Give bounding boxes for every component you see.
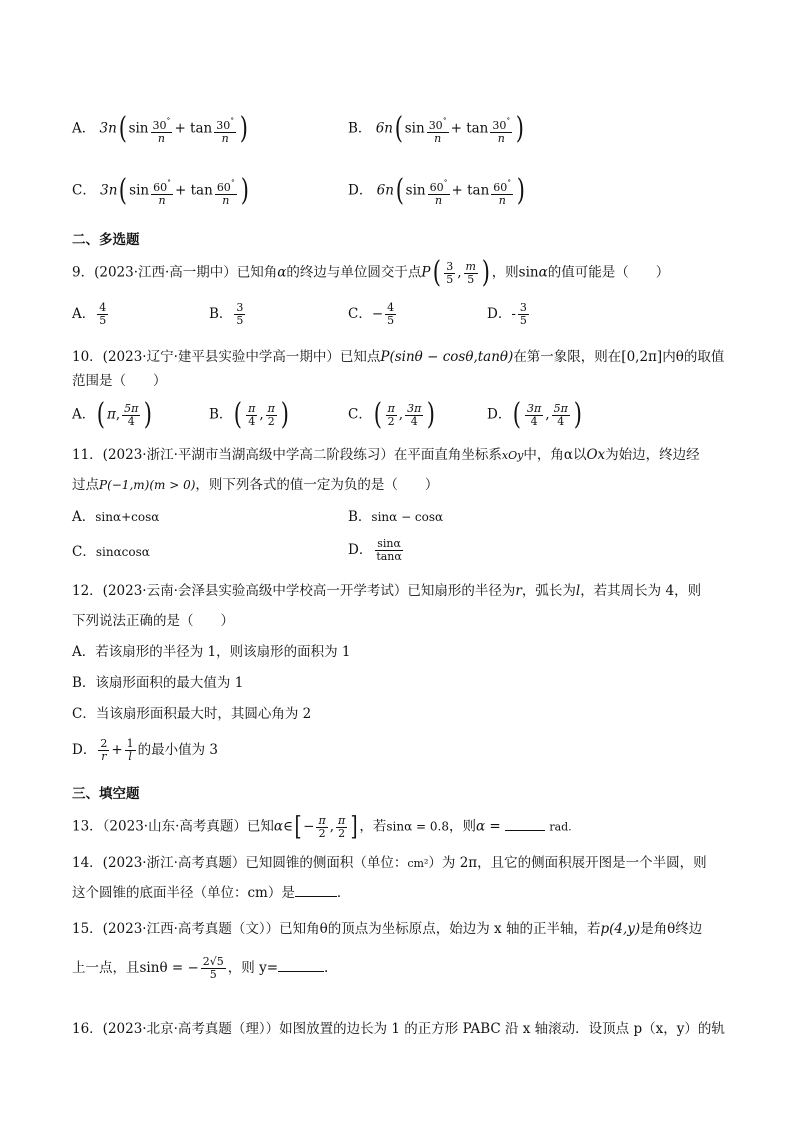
option-label: C．	[348, 406, 372, 423]
coord-system: xOy	[501, 449, 524, 462]
option-expression: sinα − cosα	[371, 510, 444, 524]
q11-option-c	[72, 543, 150, 561]
q8-option-b: B． 6n( sin $\frac{30^\circ}{n}$ + tan $\frac{30^\circ}{n}$ )	[348, 111, 525, 146]
frac-num: 4	[99, 301, 107, 314]
q10-stem-line2: 范围是（ ）	[72, 373, 167, 389]
frac-num: π	[387, 401, 395, 415]
unit-cm2: cm²	[407, 857, 429, 870]
frac-den: n	[158, 194, 166, 207]
frac-den: 2	[318, 826, 326, 840]
coefficient: 6n	[376, 182, 394, 199]
frac-den: 5	[467, 272, 475, 286]
q12-option-b: B．该扇形面积的最大值为 1	[72, 675, 244, 691]
q12-stem-line2: 下列说法正确的是（ ）	[72, 613, 234, 629]
q9-text: 的终边与单位圆交于点	[286, 264, 422, 281]
q9-option-b	[209, 302, 247, 327]
answer-blank[interactable]	[278, 959, 324, 972]
q8-option-c: C． 3n( sin $\frac{60^\circ}{n}$ + tan $\frac{60^\circ}{n}$ )	[72, 173, 249, 208]
frac-num: 60	[153, 181, 168, 194]
option-label: A．	[72, 306, 96, 322]
q13-stem: 13．（2023·山东·高考真题）已知α∈[ − $\frac{\pi}{2}$ , $\frac{\pi}{2}$ ] ，若sinα = 0.8，则α = rad.	[72, 812, 572, 842]
q11-option-b	[348, 508, 443, 526]
minus-sign: −	[371, 306, 384, 322]
q8-option-a: A． 3n( sin $\frac{30^\circ}{n}$ + tan $\frac{30^\circ}{n}$ )	[72, 111, 249, 146]
frac-num: 5π	[124, 401, 139, 415]
frac-num: m	[465, 259, 476, 273]
q11-text: 过点	[72, 477, 99, 493]
q12-option-c: C．当该扇形面积最大时，其圆心角为 2	[72, 706, 312, 722]
q11-text: 中，角α以	[523, 447, 587, 463]
q12-text: ，弧长为	[521, 583, 576, 599]
option-label: B．	[348, 509, 372, 525]
option-label: D．	[72, 742, 97, 758]
q11-stem-line2	[72, 476, 438, 494]
frac-den: l	[128, 750, 132, 763]
point-expression: p(4,y)	[600, 921, 641, 937]
q10-text: 在第一象限，则在[0,2π]内θ的取值	[513, 349, 725, 365]
point-label: P	[421, 264, 431, 281]
q9-option-d	[487, 302, 531, 327]
option-label: C．	[72, 182, 96, 199]
q11-option-d	[348, 538, 406, 563]
q14-text: ．	[336, 885, 351, 901]
option-expression: sinαcosα	[95, 545, 150, 559]
frac-num: 30	[152, 119, 167, 132]
q10-option-c: C．( $\frac{\pi}{2}$ , $\frac{3\pi}{4}$ )	[348, 397, 436, 432]
answer-blank[interactable]	[505, 818, 545, 831]
q13-text: 13．（2023·山东·高考真题）已知	[72, 818, 274, 835]
frac-den: 5	[519, 314, 527, 327]
point-expression: P(−1,m)(m > 0)	[99, 478, 196, 492]
unit-rad: rad.	[549, 820, 572, 834]
option-label: D．	[487, 406, 512, 423]
q14-text: 14．(2023·浙江·高考真题）已知圆锥的侧面积（单位：	[72, 855, 408, 871]
frac-num: sinα	[377, 537, 401, 550]
option-label: D．	[348, 182, 373, 199]
frac-num: 1	[126, 737, 134, 750]
q11-text: 为始边，终边经	[605, 447, 700, 463]
q9-option-c	[348, 302, 398, 327]
frac-num: 5π	[553, 401, 568, 415]
q12-text: 的最小值为 3	[137, 742, 219, 758]
q12-text: ，若其周长为 4，则	[580, 583, 702, 599]
frac-den: n	[498, 194, 506, 207]
q10-expression: P(sinθ − cosθ,tanθ)	[380, 349, 514, 365]
q9-option-a	[72, 302, 110, 327]
frac-num: 3π	[527, 401, 542, 415]
q10-text: 10．(2023·辽宁·建平县实验中学高一期中）已知点	[72, 349, 381, 365]
frac-den: n	[435, 194, 443, 207]
frac-den: r	[101, 750, 107, 763]
q10-option-a: A．( π, $\frac{5\pi}{4}$ )	[72, 397, 153, 432]
frac-num: 30	[428, 119, 443, 132]
answer-blank[interactable]	[295, 884, 337, 897]
option-label: A．	[72, 120, 96, 137]
frac-num: π	[318, 813, 326, 827]
option-label: D．	[487, 306, 512, 322]
q14-stem-line1	[72, 854, 707, 873]
q9-stem: 9．(2023·江西·高一期中）已知角α的终边与单位圆交于点P( $\frac{3}{5}$ , $\frac{m}{5}$ ) ，则sinα的值可能是（ ）	[72, 255, 670, 290]
frac-den: 4	[248, 414, 256, 428]
q12-text: 12．(2023·云南·会泽县实验高级中学校高一开学考试）已知扇形的半径为	[72, 583, 516, 599]
axis-label: Ox	[586, 447, 606, 463]
frac-num: π	[338, 813, 346, 827]
frac-num: 60	[429, 181, 444, 194]
q11-stem-line1	[72, 446, 700, 465]
alpha-equals: α =	[476, 818, 501, 835]
q12-option-a: A．若该扇形的半径为 1，则该扇形的面积为 1	[72, 644, 351, 660]
variable-l: l	[575, 583, 581, 599]
q15-text: .	[324, 960, 329, 976]
condition: sinθ = −	[139, 960, 199, 976]
frac-den: n	[497, 132, 505, 145]
q15-stem-line2	[72, 956, 328, 981]
frac-num: 4	[387, 301, 395, 314]
frac-den: 5	[446, 272, 454, 286]
q13-text: ，则	[449, 818, 476, 835]
membership: α∈	[273, 818, 293, 835]
frac-den: 4	[127, 414, 135, 428]
q9-text: ，则sin	[491, 264, 539, 281]
frac-den: 2	[338, 826, 346, 840]
option-label: B．	[348, 120, 372, 137]
q11-text: ，则下列各式的值一定为负的是（ ）	[195, 477, 439, 493]
option-label: C．	[348, 306, 372, 322]
q9-text: 的值可能是（ ）	[547, 264, 670, 281]
q15-text: 15．(2023·江西·高考真题（文））已知角θ的顶点为坐标原点，始边为 x 轴的正半轴，若	[72, 921, 601, 937]
q9-text: 9．(2023·江西·高一期中）已知角	[72, 264, 278, 281]
frac-num: π	[267, 401, 275, 415]
q10-stem-line1	[72, 348, 724, 366]
coefficient: 3n	[100, 182, 118, 199]
option-expression: sinα+cosα	[95, 510, 160, 524]
option-label: B．	[209, 406, 233, 423]
frac-den: 4	[410, 414, 418, 428]
q10-option-d: D．( $\frac{3\pi}{4}$ , $\frac{5\pi}{4}$ )	[487, 397, 582, 432]
interval-start: π	[106, 406, 116, 423]
coefficient: 6n	[375, 120, 394, 137]
q14-text: ）为 2π，且它的侧面积展开图是一个半圆，则	[428, 855, 707, 871]
frac-num: 3	[236, 301, 244, 314]
frac-num: 3π	[407, 401, 422, 415]
frac-den: n	[434, 132, 442, 145]
frac-den: 5	[236, 314, 244, 327]
option-label: C．	[72, 544, 96, 560]
frac-den: tanα	[376, 550, 402, 563]
option-label: A．	[72, 406, 96, 423]
plus-sign: +	[111, 742, 123, 758]
frac-num: 30	[492, 119, 507, 132]
q14-text: 这个圆锥的底面半径（单位：cm）是	[72, 885, 295, 901]
section-title-fill-blank: 三、填空题	[72, 786, 140, 802]
frac-den: 2	[387, 414, 395, 428]
frac-den: 4	[530, 414, 538, 428]
frac-num: 30	[216, 119, 231, 132]
q12-stem-line1	[72, 582, 701, 600]
frac-num: π	[248, 401, 256, 415]
q11-option-a	[72, 508, 159, 526]
q14-stem-line2	[72, 884, 350, 902]
condition: sinα = 0.8	[386, 819, 449, 834]
frac-den: n	[222, 194, 230, 207]
frac-num: 60	[493, 181, 508, 194]
q15-text: ，则 y=	[227, 960, 279, 976]
option-label: A．	[72, 509, 96, 525]
minus-sign: -	[511, 306, 516, 322]
frac-den: 4	[557, 414, 565, 428]
q12-option-d	[72, 738, 218, 763]
q13-text: ，若	[359, 818, 387, 835]
frac-num: 2	[100, 737, 108, 750]
frac-num: 3	[446, 259, 454, 273]
frac-den: 5	[99, 314, 107, 327]
frac-den: n	[157, 132, 166, 145]
frac-den: 2	[267, 414, 275, 428]
frac-den: n	[221, 132, 229, 145]
variable-r: r	[515, 583, 522, 599]
q16-stem-line1: 16．(2023·北京·高考真题（理））如图放置的边长为 1 的正方形 PABC 沿 x 轴滚动．设顶点 p（x，y）的轨	[72, 1021, 725, 1037]
option-label: B．	[209, 306, 233, 322]
frac-num: 2√5	[202, 955, 224, 968]
q15-stem-line1	[72, 920, 702, 938]
q10-option-b: B．( $\frac{\pi}{4}$ , $\frac{\pi}{2}$ )	[209, 397, 289, 432]
frac-den: 5	[387, 314, 395, 327]
q8-option-d: D． 6n( sin $\frac{60^\circ}{n}$ + tan $\frac{60^\circ}{n}$ )	[348, 173, 526, 208]
option-label: D．	[348, 542, 373, 558]
frac-den: 5	[209, 968, 217, 981]
q15-text: 上一点，且	[72, 960, 140, 976]
frac-num: 3	[519, 301, 527, 314]
section-title-multiple-choice: 二、多选题	[72, 232, 140, 248]
q15-text: 是角θ终边	[640, 921, 703, 937]
q11-text: 11．(2023·浙江·平湖市当湖高级中学高二阶段练习）在平面直角坐标系	[72, 447, 502, 463]
coefficient: 3n	[99, 120, 117, 137]
frac-num: 60	[216, 181, 231, 194]
